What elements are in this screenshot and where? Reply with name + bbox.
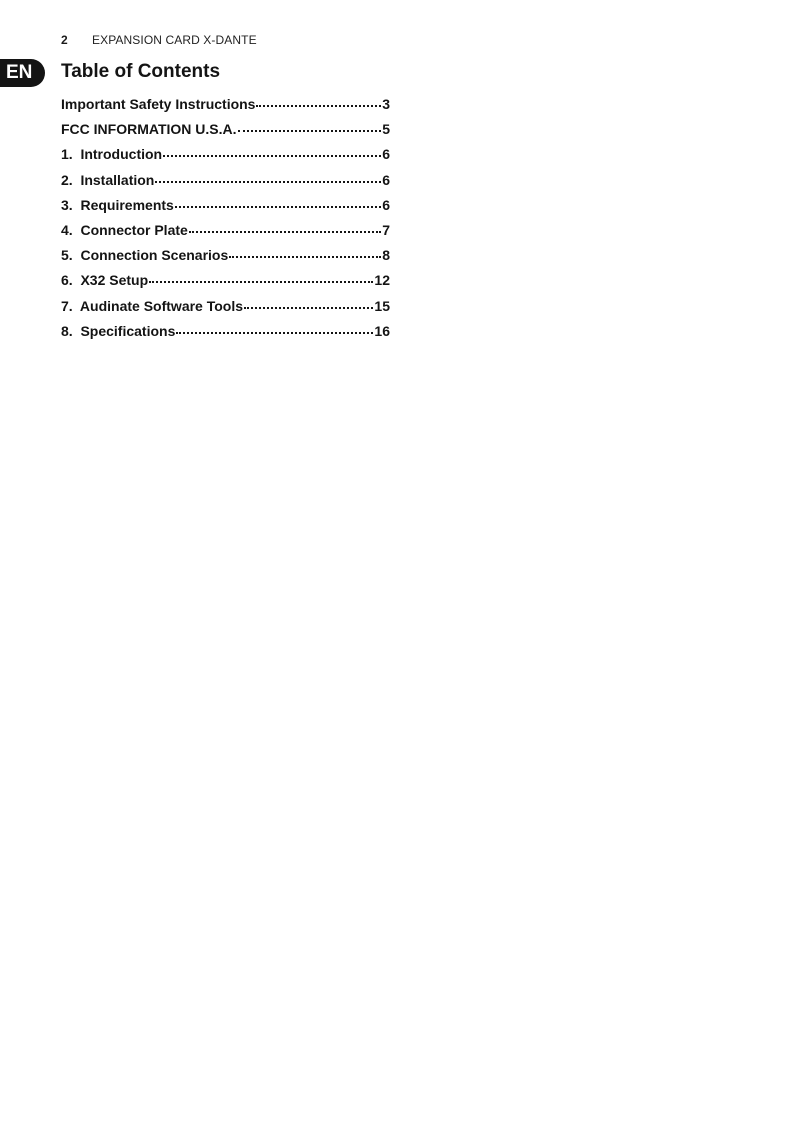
toc-leader-dots: [238, 129, 382, 132]
toc-entry-label: 1. Introduction: [61, 146, 163, 163]
toc-entry-label: 4. Connector Plate: [61, 221, 188, 238]
toc-entry-page: 6: [382, 196, 390, 213]
toc-entry-label: 7. Audinate Software Tools: [61, 297, 244, 314]
toc-entry[interactable]: [61, 269, 390, 294]
toc-entry[interactable]: [61, 320, 390, 345]
toc-entry[interactable]: [61, 295, 390, 320]
toc-entry[interactable]: [61, 219, 390, 244]
toc-leader-dots: [229, 255, 381, 258]
toc-list: [61, 93, 390, 345]
toc-leader-dots: [189, 230, 381, 233]
toc-entry[interactable]: [61, 244, 390, 269]
toc-leader-dots: [175, 205, 381, 208]
toc-entry-label: 3. Requirements: [61, 196, 174, 213]
toc-entry-label: 6. X32 Setup: [61, 272, 149, 289]
toc-leader-dots: [244, 306, 373, 309]
toc-entry-page: 16: [374, 322, 390, 339]
toc-entry-page: 6: [382, 171, 390, 188]
toc-entry-page: 15: [374, 297, 390, 314]
toc-entry-label: Important Safety Instructions: [61, 96, 256, 112]
toc-leader-dots: [163, 154, 381, 157]
toc-leader-dots: [176, 331, 373, 334]
toc-entry[interactable]: [61, 194, 390, 219]
toc-leader-dots: [256, 104, 381, 107]
toc-heading: Table of Contents: [61, 61, 221, 82]
document-title: EXPANSION CARD X-DANTE: [92, 33, 257, 47]
toc-entry[interactable]: [61, 169, 390, 194]
toc-entry-page: 12: [374, 272, 390, 289]
toc-entry-label: 8. Specifications: [61, 322, 176, 339]
page-header: [61, 32, 257, 48]
toc-entry[interactable]: [61, 143, 390, 168]
toc-entry-label: 2. Installation: [61, 171, 155, 188]
toc-leader-dots: [155, 180, 381, 183]
toc-leader-dots: [149, 280, 373, 283]
toc-entry-page: 6: [382, 146, 390, 163]
toc-entry-page: 7: [382, 221, 390, 238]
toc-entry-page: 5: [382, 121, 390, 138]
toc-entry-label: 5. Connection Scenarios: [61, 247, 229, 264]
toc-entry[interactable]: [61, 93, 390, 118]
toc-entry[interactable]: [61, 118, 390, 143]
page-number: 2: [61, 33, 68, 47]
toc-entry-label: FCC INFORMATION U.S.A.: [61, 121, 237, 138]
toc-entry-page: 3: [382, 96, 390, 112]
language-tab: EN: [0, 59, 45, 87]
toc-entry-page: 8: [382, 247, 390, 264]
